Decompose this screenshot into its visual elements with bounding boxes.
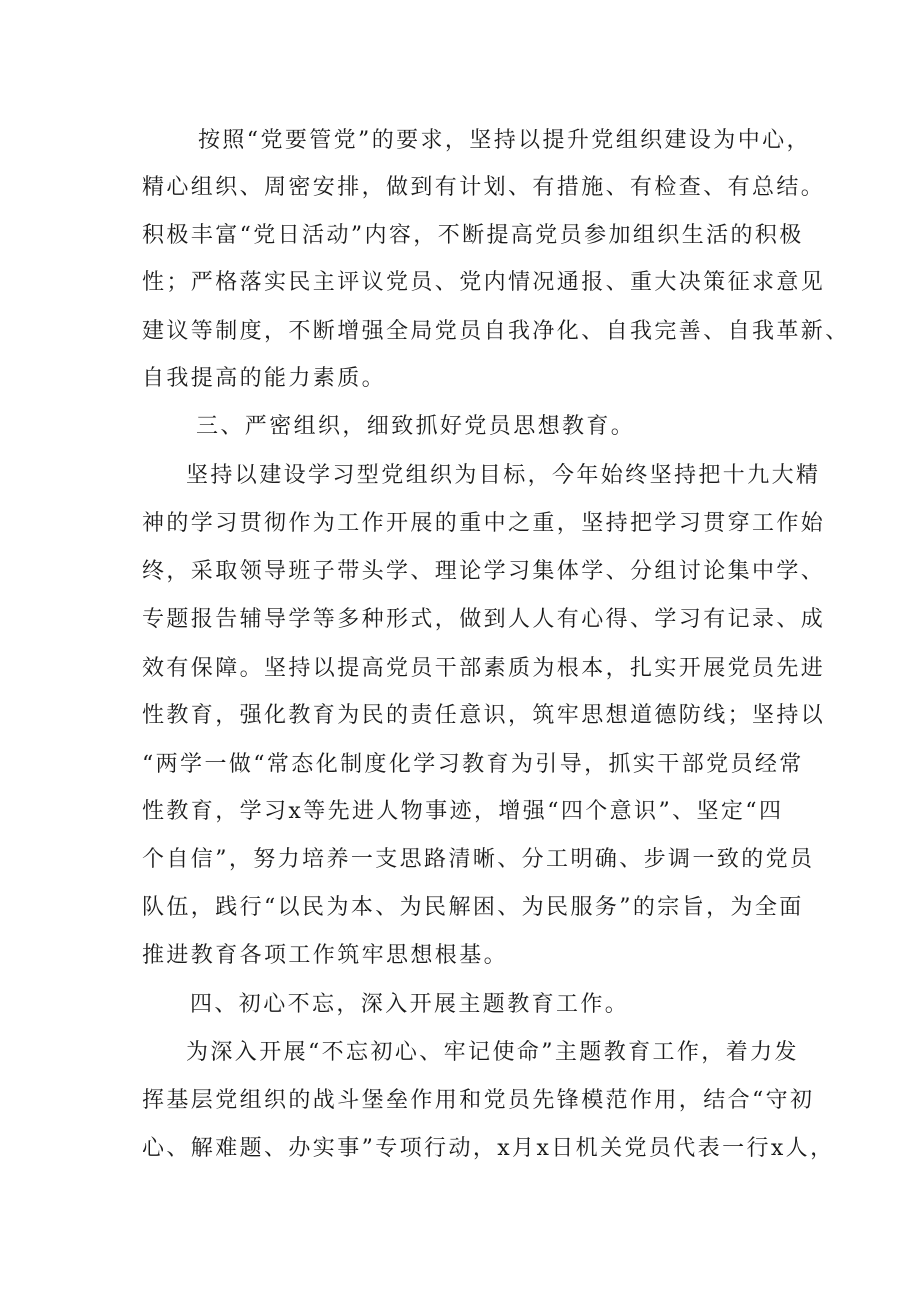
- paragraph-1-line-1: 按照“党要管党”的要求，坚持以提升党组织建设为中心，: [198, 128, 811, 153]
- paragraph-1-line-3: 积极丰富“党日活动”内容，不断提高党员参加组织生活的积极: [142, 223, 804, 248]
- section-heading-4: 四、初心不忘，深入开展主题教育工作。: [190, 992, 630, 1017]
- paragraph-2-line-1: 坚持以建设学习型党组织为目标，今年始终坚持把十九大精: [186, 463, 821, 488]
- paragraph-2-line-8: 性教育，学习x等先进人物事迹，增强“四个意识”、坚定“四: [142, 799, 784, 824]
- paragraph-3-line-3: 心、解难题、办实事”专项行动，x月x日机关党员代表一行x人，: [142, 1136, 835, 1161]
- paragraph-2-line-4: 专题报告辅导学等多种形式，做到人人有心得、学习有记录、成: [142, 607, 826, 632]
- paragraph-2-line-10: 队伍，践行“以民为本、为民解困、为民服务”的宗旨，为全面: [142, 895, 804, 920]
- paragraph-2-line-9: 个自信”，努力培养一支思路清晰、分工明确、步调一致的党员: [142, 847, 815, 872]
- paragraph-1-line-2: 精心组织、周密安排，做到有计划、有措施、有检查、有总结。: [142, 175, 826, 200]
- paragraph-3-line-2: 挥基层党组织的战斗堡垒作用和党员先锋模范作用，结合“守初: [142, 1088, 815, 1113]
- paragraph-2-line-3: 终，采取领导班子带头学、理论学习集体学、分组讨论集中学、: [142, 559, 826, 584]
- paragraph-1-line-5: 建议等制度，不断增强全局党员自我净化、自我完善、自我革新、: [142, 319, 850, 344]
- paragraph-2-line-7: “两学一做“常态化制度化学习教育为引导，抓实干部党员经常: [142, 752, 804, 777]
- paragraph-1-line-6: 自我提高的能力素质。: [142, 366, 387, 391]
- paragraph-2-line-2: 神的学习贯彻作为工作开展的重中之重，坚持把学习贯穿工作始: [142, 511, 826, 536]
- paragraph-2-line-5: 效有保障。坚持以提高党员干部素质为根本，扎实开展党员先进: [142, 656, 826, 681]
- section-heading-3: 三、严密组织，细致抓好党员思想教育。: [196, 414, 636, 439]
- paragraph-3-line-1: 为深入开展“不忘初心、牢记使命”主题教育工作，着力发: [186, 1040, 799, 1065]
- paragraph-1-line-4: 性；严格落实民主评议党员、党内情况通报、重大决策征求意见: [142, 270, 826, 295]
- paragraph-2-line-11: 推进教育各项工作筑牢思想根基。: [142, 943, 509, 968]
- paragraph-2-line-6: 性教育，强化教育为民的责任意识，筑牢思想道德防线；坚持以: [142, 703, 826, 728]
